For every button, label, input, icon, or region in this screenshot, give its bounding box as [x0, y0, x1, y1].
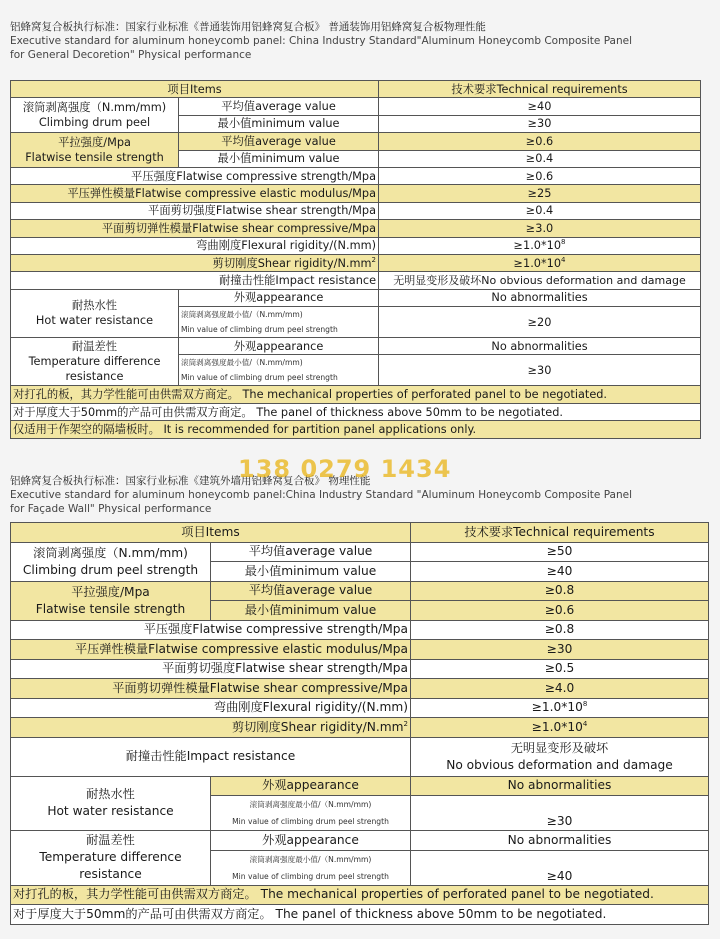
hot-min-peel-value: ≥20 — [379, 307, 701, 338]
peel-min-value: ≥30 — [379, 115, 701, 132]
tensile-strength-label-en: Flatwise tensile strength — [25, 151, 164, 165]
hot-min-peel-en: Min value of climbing drum peel strength — [232, 817, 389, 826]
tensile-strength-label-cn: 平拉强度/Mpa — [71, 584, 150, 599]
table-row — [11, 167, 701, 184]
temp-min-peel-en: Min value of climbing drum peel strength — [181, 373, 338, 383]
flexural-rigidity-value — [379, 237, 701, 254]
temp-appearance-label: 外观appearance — [211, 831, 411, 851]
flexural-rigidity-label: 弯曲刚度Flexural rigidity/(N.mm) — [11, 237, 379, 254]
standard-1-title-en-line1: Executive standard for aluminum honeycomb panel: China Industry Standard"Aluminum Honeycomb Composite Panel — [10, 35, 633, 47]
hot-min-peel-label — [179, 307, 379, 338]
table-row — [11, 659, 709, 679]
peel-avg-value: ≥50 — [411, 542, 709, 562]
table-row — [11, 202, 701, 219]
table-row — [11, 81, 701, 98]
standard-2-header — [10, 474, 632, 516]
table-row — [11, 737, 709, 776]
temp-diff-label-en1: Temperature difference — [28, 355, 161, 369]
temp-diff-label-cn: 耐温差性 — [71, 340, 118, 354]
shear-rigidity-value — [379, 254, 701, 271]
table-row — [11, 98, 701, 115]
shear-rigidity-label — [11, 254, 379, 271]
compressive-strength-value: ≥0.6 — [379, 167, 701, 184]
shear-rigidity-unit-exp: 2 — [371, 255, 377, 264]
hot-water-label-cn: 耐热水性 — [71, 299, 118, 313]
table-row — [11, 289, 701, 306]
temp-diff-label — [11, 338, 179, 386]
temp-diff-label-en2: resistance — [79, 867, 142, 882]
temp-min-peel-label — [211, 850, 411, 885]
table-row — [11, 421, 701, 438]
temp-min-peel-cn: 滚筒剥离强度最小值/（N.mm/mm) — [249, 854, 372, 864]
table-row — [11, 386, 701, 403]
note-partition: 仅适用于作架空的隔墙板时。 It is recommended for partition panel applications only. — [11, 421, 701, 438]
standard-1-header — [10, 20, 632, 62]
temp-min-peel-en: Min value of climbing drum peel strength — [232, 871, 389, 881]
compressive-strength-label: 平压强度Flatwise compressive strength/Mpa — [11, 620, 411, 640]
shear-strength-label: 平面剪切强度Flatwise shear strength/Mpa — [11, 659, 411, 679]
peel-avg-label: 平均值average value — [211, 542, 411, 562]
tensile-avg-value: ≥0.8 — [411, 581, 709, 601]
flexural-value-exp: 8 — [561, 238, 566, 247]
note-thickness: 对于厚度大于50mm的产品可由供需双方商定。 The panel of thickness above 50mm to be negotiated. — [11, 403, 701, 420]
peel-strength-label-en: Climbing drum peel strength — [22, 562, 199, 577]
standard-2-title-cn: 铝蜂窝复合板执行标准：国家行业标准《建筑外墙用铝蜂窝复合板》 物理性能 — [10, 475, 371, 487]
temp-diff-label — [11, 831, 211, 886]
temp-appearance-value: No abnormalities — [411, 831, 709, 851]
flexural-rigidity-label: 弯曲刚度Flexural rigidity/(N.mm) — [11, 698, 411, 718]
impact-resistance-label: 耐撞击性能Impact resistance — [11, 737, 411, 776]
hot-water-label-cn: 耐热水性 — [86, 787, 135, 802]
shear-rigidity-value-base: ≥1.0*10 — [531, 719, 583, 734]
table-row — [11, 220, 701, 237]
impact-resistance-value: 无明显变形及破坏No obvious deformation and damage — [379, 272, 701, 289]
peel-min-label: 最小值minimum value — [211, 562, 411, 582]
table-row — [11, 237, 701, 254]
peel-strength-label — [11, 542, 211, 581]
hot-water-label-en: Hot water resistance — [47, 804, 174, 819]
standard-2-title-en-line2: for Façade Wall" Physical performance — [10, 503, 212, 515]
impact-value-cn: 无明显变形及破坏 — [510, 740, 609, 755]
table-row — [11, 338, 701, 355]
note-thickness: 对于厚度大于50mm的产品可由供需双方商定。 The panel of thickness above 50mm to be negotiated. — [11, 905, 709, 925]
header-items: 项目Items — [11, 523, 411, 543]
shear-strength-label: 平面剪切强度Flatwise shear strength/Mpa — [11, 202, 379, 219]
table-row — [11, 254, 701, 271]
shear-modulus-label: 平面剪切弹性模量Flatwise shear compressive/Mpa — [11, 220, 379, 237]
hot-water-label — [11, 289, 179, 337]
hot-min-peel-cn: 滚筒剥离强度最小值/（N.mm/mm) — [249, 800, 372, 809]
table-row — [11, 905, 709, 925]
peel-min-label: 最小值minimum value — [179, 115, 379, 132]
note-perforated: 对打孔的板，其力学性能可由供需双方商定。 The mechanical properties of perforated panel to be negotiated. — [11, 386, 701, 403]
table-row — [11, 718, 709, 738]
table-row — [11, 776, 709, 796]
tensile-strength-label — [11, 133, 179, 168]
impact-resistance-label: 耐撞击性能Impact resistance — [11, 272, 379, 289]
flexural-value-base: ≥1.0*10 — [513, 239, 562, 253]
shear-rigidity-label — [11, 718, 411, 738]
table-row — [11, 542, 709, 562]
table-row — [11, 698, 709, 718]
spec-table-2 — [10, 522, 709, 925]
table-row — [11, 185, 701, 202]
note-perforated: 对打孔的板，其力学性能可由供需双方商定。 The mechanical properties of perforated panel to be negotiated. — [11, 885, 709, 905]
temp-diff-label-en1: Temperature difference — [39, 850, 182, 865]
standard-2-title-en-line1: Executive standard for aluminum honeycomb panel:China Industry Standard "Aluminum Honeycomb Composite Panel — [10, 489, 633, 501]
hot-water-label-en: Hot water resistance — [35, 314, 154, 328]
hot-appearance-label: 外观appearance — [211, 776, 411, 796]
header-requirements: 技术要求Technical requirements — [379, 81, 701, 98]
compressive-modulus-label: 平压弹性模量Flatwise compressive elastic modulus/Mpa — [11, 640, 411, 660]
hot-water-label — [11, 776, 211, 831]
compressive-modulus-label: 平压弹性模量Flatwise compressive elastic modulus/Mpa — [11, 185, 379, 202]
temp-min-peel-value: ≥40 — [411, 850, 709, 885]
tensile-strength-label — [11, 581, 211, 620]
shear-modulus-value: ≥3.0 — [379, 220, 701, 237]
standard-1-title-cn: 铝蜂窝复合板执行标准：国家行业标准《普通装饰用铝蜂窝复合板》 普通装饰用铝蜂窝复合板物理性能 — [10, 21, 486, 33]
peel-strength-label-cn: 滚筒剥离强度（N.mm/mm) — [33, 545, 188, 560]
shear-rigidity-value-exp: 4 — [561, 255, 566, 264]
tensile-min-value: ≥0.6 — [411, 601, 709, 621]
tensile-min-label: 最小值minimum value — [179, 150, 379, 167]
peel-min-value: ≥40 — [411, 562, 709, 582]
temp-appearance-value: No abnormalities — [379, 338, 701, 355]
temp-diff-label-en2: resistance — [65, 370, 124, 384]
temp-min-peel-label — [179, 355, 379, 386]
flexural-value-exp: 8 — [582, 700, 588, 709]
spec-table-1 — [10, 80, 701, 439]
flexural-rigidity-value — [411, 698, 709, 718]
shear-modulus-value: ≥4.0 — [411, 679, 709, 699]
hot-appearance-value: No abnormalities — [411, 776, 709, 796]
header-items: 项目Items — [11, 81, 379, 98]
tensile-avg-label: 平均值average value — [179, 133, 379, 150]
header-requirements: 技术要求Technical requirements — [411, 523, 709, 543]
shear-rigidity-value — [411, 718, 709, 738]
shear-rigidity-value-base: ≥1.0*10 — [513, 256, 562, 270]
impact-value-en: No obvious deformation and damage — [446, 757, 673, 772]
compressive-modulus-value: ≥30 — [411, 640, 709, 660]
flexural-value-base: ≥1.0*10 — [531, 700, 583, 715]
table-row — [11, 640, 709, 660]
shear-modulus-label: 平面剪切弹性模量Flatwise shear compressive/Mpa — [11, 679, 411, 699]
peel-strength-label — [11, 98, 179, 133]
tensile-avg-value: ≥0.6 — [379, 133, 701, 150]
tensile-avg-label: 平均值average value — [211, 581, 411, 601]
temp-diff-label-cn: 耐温差性 — [86, 833, 135, 848]
shear-strength-value: ≥0.4 — [379, 202, 701, 219]
shear-rigidity-unit-exp: 2 — [403, 719, 408, 728]
hot-min-peel-value: ≥30 — [411, 796, 709, 831]
shear-rigidity-text: 剪切刚度Shear rigidity/N.mm — [212, 256, 372, 270]
shear-rigidity-value-exp: 4 — [582, 719, 588, 728]
temp-appearance-label: 外观appearance — [179, 338, 379, 355]
table-row — [11, 523, 709, 543]
compressive-modulus-value: ≥25 — [379, 185, 701, 202]
shear-strength-value: ≥0.5 — [411, 659, 709, 679]
table-row — [11, 679, 709, 699]
table-row — [11, 885, 709, 905]
temp-min-peel-cn: 滚筒剥离强度最小值/（N.mm/mm) — [181, 358, 303, 368]
hot-min-peel-en: Min value of climbing drum peel strength — [181, 325, 338, 335]
table-row — [11, 403, 701, 420]
compressive-strength-value: ≥0.8 — [411, 620, 709, 640]
table-row — [11, 581, 709, 601]
tensile-strength-label-en: Flatwise tensile strength — [35, 601, 186, 616]
shear-rigidity-text: 剪切刚度Shear rigidity/N.mm — [231, 719, 404, 734]
phone-watermark: 138 0279 1434 — [238, 455, 452, 483]
hot-appearance-value: No abnormalities — [379, 289, 701, 306]
peel-avg-label: 平均值average value — [179, 98, 379, 115]
compressive-strength-label: 平压强度Flatwise compressive strength/Mpa — [11, 167, 379, 184]
hot-appearance-label: 外观appearance — [179, 289, 379, 306]
tensile-min-label: 最小值minimum value — [211, 601, 411, 621]
standard-1-title-en-line2: for General Decoretion" Physical performance — [10, 49, 252, 61]
table-row — [11, 133, 701, 150]
impact-resistance-value — [411, 737, 709, 776]
hot-min-peel-cn: 滚筒剥离强度最小值/（N.mm/mm) — [181, 310, 303, 320]
tensile-strength-label-cn: 平拉强度/Mpa — [58, 136, 131, 150]
hot-min-peel-label — [211, 796, 411, 831]
peel-strength-label-cn: 滚筒剥离强度（N.mm/mm) — [22, 101, 167, 115]
tensile-min-value: ≥0.4 — [379, 150, 701, 167]
temp-min-peel-value: ≥30 — [379, 355, 701, 386]
table-row — [11, 272, 701, 289]
peel-avg-value: ≥40 — [379, 98, 701, 115]
table-row — [11, 620, 709, 640]
peel-strength-label-en: Climbing drum peel — [38, 116, 151, 130]
table-row — [11, 831, 709, 851]
